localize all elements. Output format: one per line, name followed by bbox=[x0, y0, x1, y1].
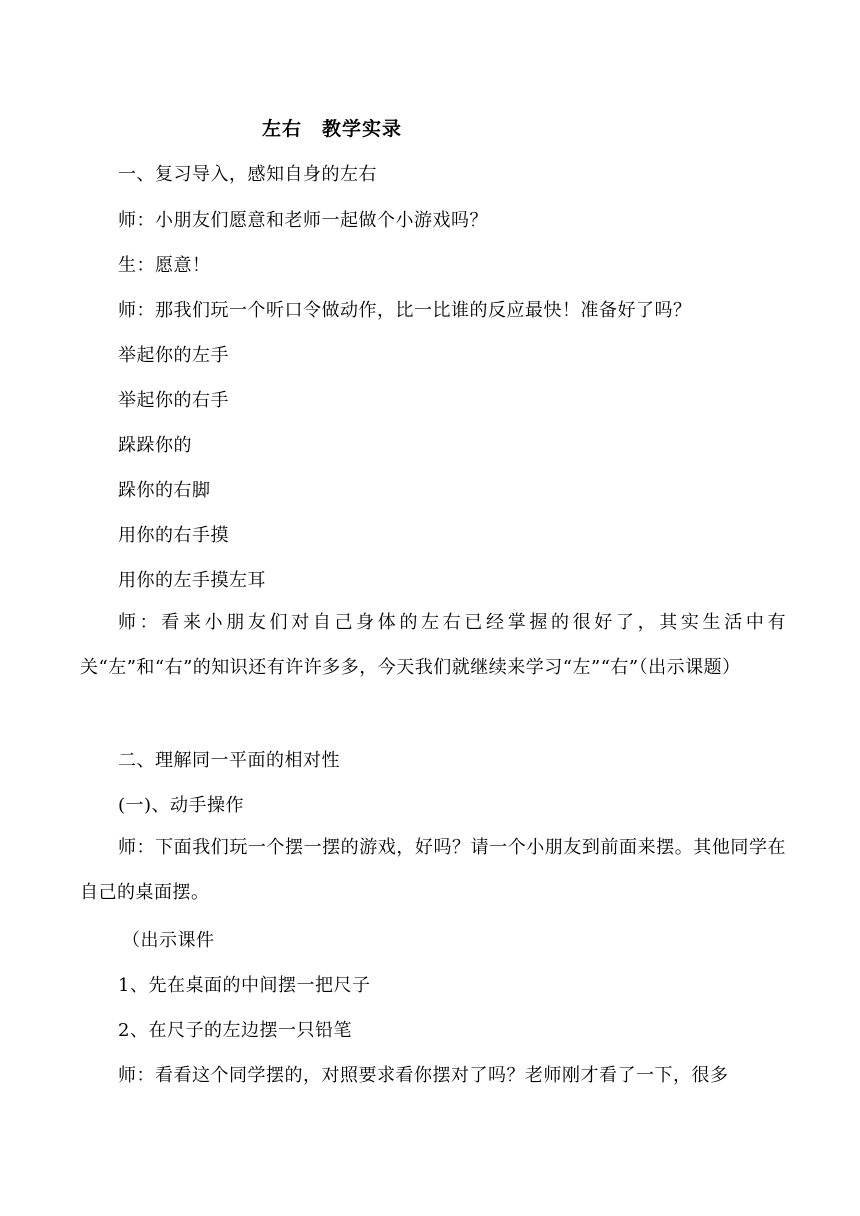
section-heading-1: 一、复习导入，感知自身的左右 bbox=[118, 164, 377, 185]
paragraph-1: 师：看来小朋友们对自己身体的左右已经掌握的很好了，其实生活中有关“左”和“右”的知识还有许许多多，今天我们就继续来学习“左”“右”（出示课题） bbox=[80, 612, 786, 678]
subsection-heading: (一)、动手操作 bbox=[118, 795, 245, 816]
step-line: 2、在尺子的左边摆一只铅笔 bbox=[118, 1020, 352, 1041]
section-heading-2: 二、理解同一平面的相对性 bbox=[118, 750, 340, 771]
instruction-line: 用你的右手摸 bbox=[118, 525, 229, 546]
document-title: 左右 教学实录 bbox=[262, 118, 403, 140]
dialogue-line: 生：愿意！ bbox=[118, 255, 211, 276]
paragraph-2: 师：下面我们玩一个摆一摆的游戏，好吗？请一个小朋友到前面来摆。其他同学在自己的桌面摆。 bbox=[80, 837, 786, 903]
instruction-line: 跺跺你的 bbox=[118, 435, 192, 456]
step-line: 1、先在桌面的中间摆一把尺子 bbox=[118, 975, 371, 996]
dialogue-line: 师：小朋友们愿意和老师一起做个小游戏吗？ bbox=[118, 210, 488, 231]
courseware-note: （出示课件 bbox=[122, 930, 215, 951]
instruction-line: 用你的左手摸左耳 bbox=[118, 570, 266, 591]
dialogue-line: 师：看看这个同学摆的，对照要求看你摆对了吗？老师刚才看了一下，很多 bbox=[118, 1065, 729, 1086]
instruction-line: 举起你的左手 bbox=[118, 345, 229, 366]
dialogue-line: 师：那我们玩一个听口令做动作，比一比谁的反应最快！准备好了吗？ bbox=[118, 300, 692, 321]
instruction-line: 跺你的右脚 bbox=[118, 480, 211, 501]
instruction-line: 举起你的右手 bbox=[118, 390, 229, 411]
